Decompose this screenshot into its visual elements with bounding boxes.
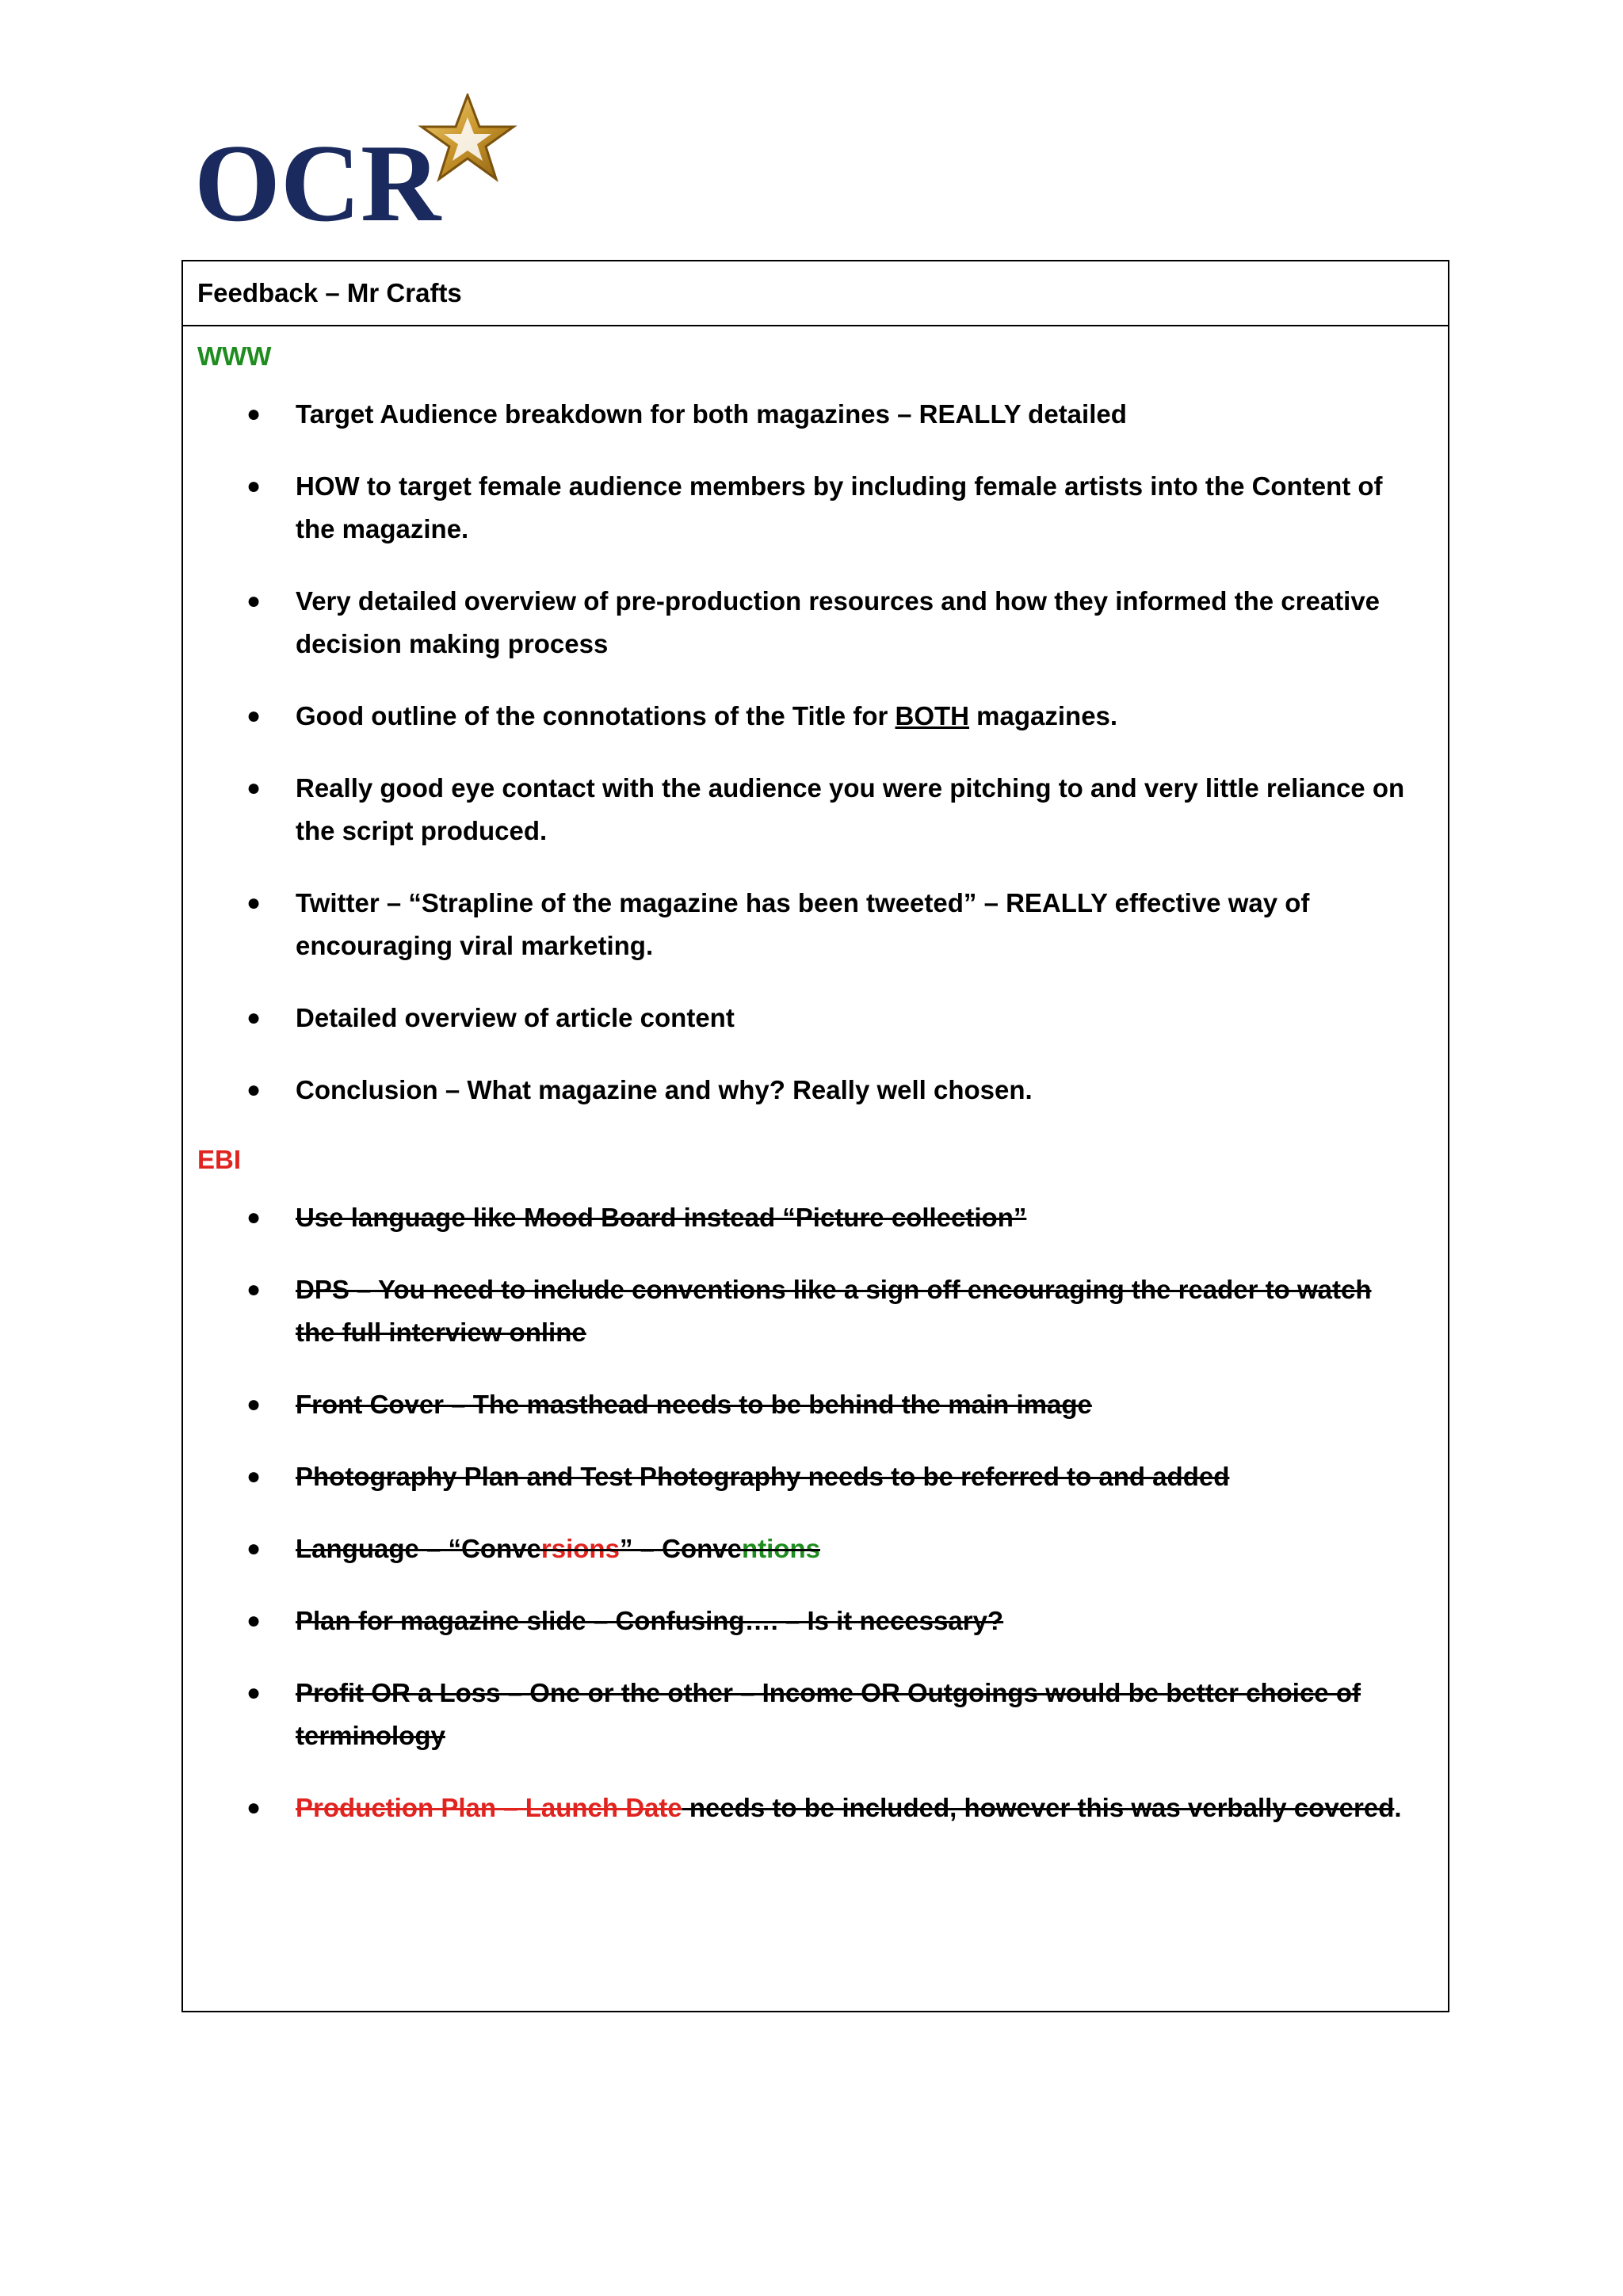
list-item: ● DPS – You need to include conventions like a sign off encouraging the reader to watch the full interview online <box>197 1268 1434 1354</box>
list-item: ● HOW to target female audience members by including female artists into the Content of the magazine. <box>197 465 1434 551</box>
bullet-icon: ● <box>246 401 262 427</box>
www-list <box>197 393 1434 1112</box>
bullet-icon: ● <box>246 890 262 916</box>
logo-text: OCR <box>194 122 441 232</box>
list-item: ● Photography Plan and Test Photography needs to be referred to and added <box>197 1455 1434 1498</box>
feedback-table <box>181 260 1449 2012</box>
list-item: ● Really good eye contact with the audience you were pitching to and very little reliance on the script produced. <box>197 767 1434 852</box>
list-item: ● Conclusion – What magazine and why? Really well chosen. <box>197 1069 1434 1112</box>
ocr-logo <box>194 93 551 232</box>
list-item: ● Production Plan – Launch Date needs to be included, however this was verbally covered. <box>197 1787 1434 1829</box>
list-item: ● Detailed overview of article content <box>197 997 1434 1039</box>
bullet-icon: ● <box>246 1463 262 1489</box>
ebi-list <box>197 1196 1434 1829</box>
bullet-icon: ● <box>246 1204 262 1230</box>
feedback-title: Feedback – Mr Crafts <box>197 278 462 307</box>
feedback-header <box>183 261 1448 326</box>
bullet-icon: ● <box>246 1680 262 1706</box>
list-item: ● Use language like Mood Board instead “Picture collection” <box>197 1196 1434 1239</box>
list-item: ● Twitter – “Strapline of the magazine has been tweeted” – REALLY effective way of encouraging viral marketing. <box>197 882 1434 967</box>
bullet-icon: ● <box>246 588 262 614</box>
bullet-icon: ● <box>246 1077 262 1103</box>
list-item: ● Profit OR a Loss – One or the other – Income OR Outgoings would be better choice of terminology <box>197 1672 1434 1757</box>
bullet-icon: ● <box>246 703 262 729</box>
bullet-icon: ● <box>246 1276 262 1302</box>
www-label: WWW <box>197 341 272 371</box>
bullet-icon: ● <box>246 1535 262 1562</box>
list-item: ● Good outline of the connotations of the Title for BOTH magazines. <box>197 695 1434 738</box>
list-item: ● Language – “Conversions” – Conventions <box>197 1527 1434 1570</box>
bullet-icon: ● <box>246 1005 262 1031</box>
feedback-body <box>183 326 1448 1829</box>
bullet-icon: ● <box>246 473 262 499</box>
list-item: ● Front Cover – The masthead needs to be behind the main image <box>197 1383 1434 1426</box>
bullet-icon: ● <box>246 1608 262 1634</box>
bullet-icon: ● <box>246 1794 262 1821</box>
list-item: ● Very detailed overview of pre-production resources and how they informed the creative decision making process <box>197 580 1434 666</box>
list-item: ● Plan for magazine slide – Confusing…. – Is it necessary? <box>197 1600 1434 1642</box>
list-item: ● Target Audience breakdown for both magazines – REALLY detailed <box>197 393 1434 436</box>
bullet-icon: ● <box>246 775 262 801</box>
bullet-icon: ● <box>246 1391 262 1417</box>
ebi-label: EBI <box>197 1145 242 1174</box>
